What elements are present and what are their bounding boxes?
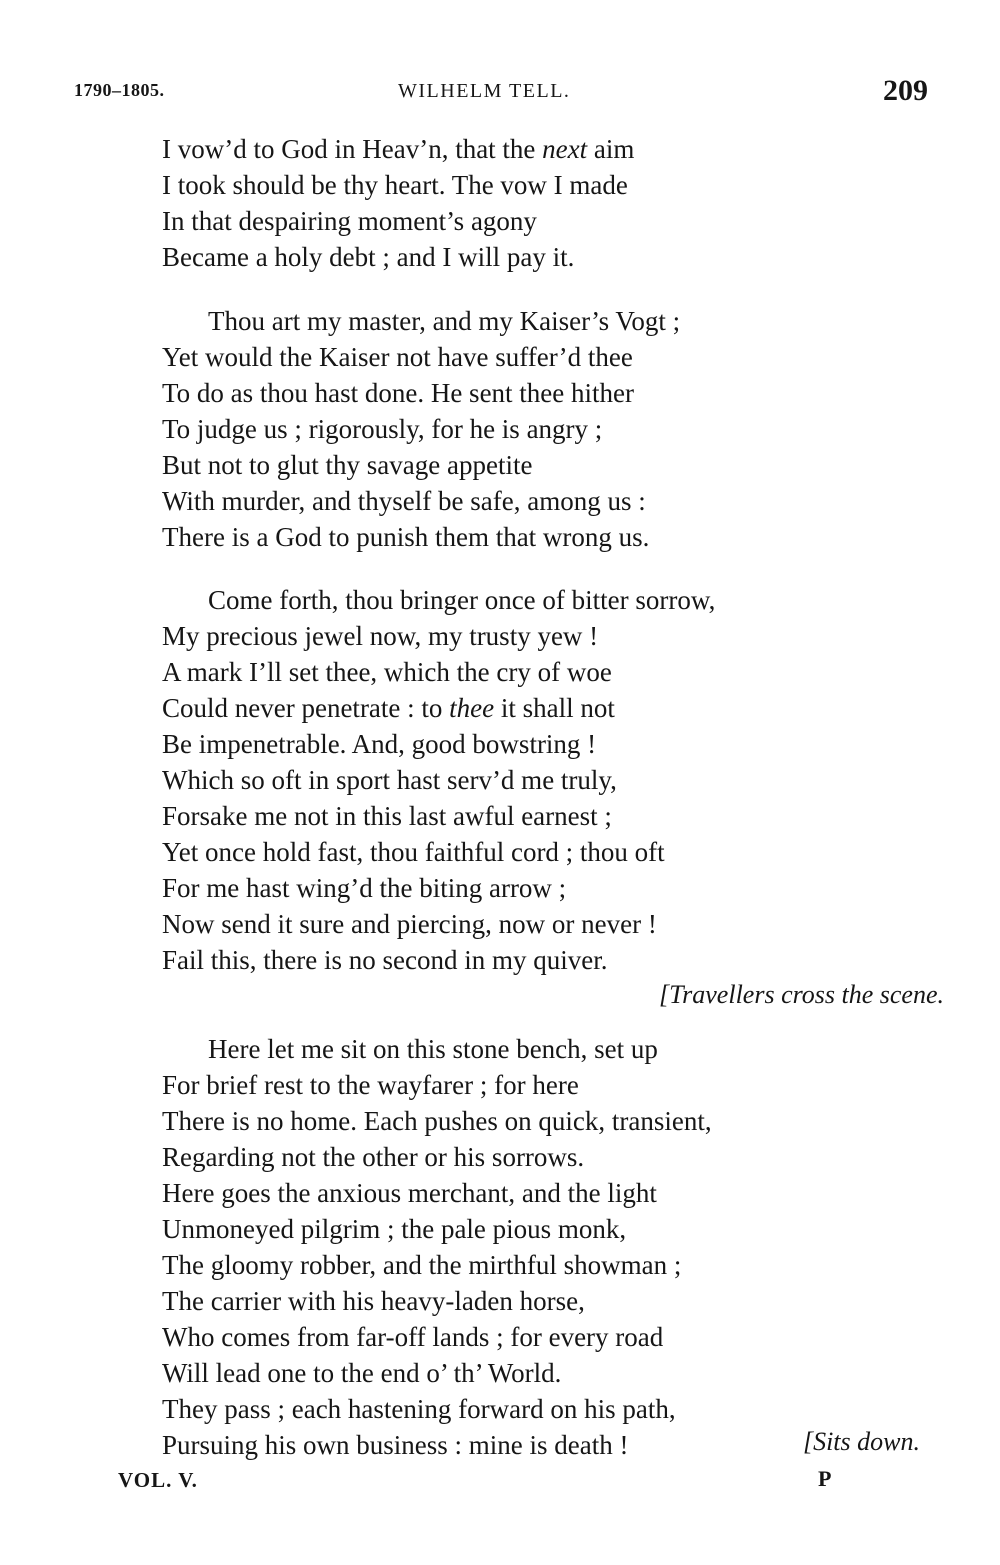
verse-line: Here goes the anxious merchant, and the light xyxy=(162,1178,657,1208)
stage-direction-travellers: [Travellers cross the scene. xyxy=(659,980,944,1009)
running-title: WILHELM TELL. xyxy=(398,80,571,102)
verse-line: Forsake me not in this last awful earnest ; xyxy=(162,801,612,831)
verse-line: I took should be thy heart. The vow I made xyxy=(162,170,628,200)
verse-line: Now send it sure and piercing, now or never ! xyxy=(162,909,657,939)
verse-line: With murder, and thyself be safe, among us : xyxy=(162,486,646,516)
verse-line: Yet once hold fast, thou faithful cord ; thou oft xyxy=(162,837,665,867)
verse-line: A mark I’ll set thee, which the cry of woe xyxy=(162,657,612,687)
verse-line: Which so oft in sport hast serv’d me truly, xyxy=(162,765,617,795)
verse-line: To judge us ; rigorously, for he is angry ; xyxy=(162,414,603,444)
verse-line: Regarding not the other or his sorrows. xyxy=(162,1142,585,1172)
verse-line: Could never penetrate : to thee it shall not xyxy=(162,693,615,723)
verse-line: Come forth, thou bringer once of bitter sorrow, xyxy=(208,585,716,615)
verse-line: There is a God to punish them that wrong us. xyxy=(162,522,650,552)
emphasis-word: thee xyxy=(449,693,495,723)
page-number: 209 xyxy=(883,74,928,107)
stanza-4 xyxy=(162,1031,942,1463)
verse-line: Yet would the Kaiser not have suffer’d thee xyxy=(162,342,633,372)
verse-line: They pass ; each hastening forward on his path, xyxy=(162,1394,676,1424)
verse-line: Will lead one to the end o’ th’ World. xyxy=(162,1358,562,1388)
stanza-2 xyxy=(162,303,942,555)
verse-line: Here let me sit on this stone bench, set up xyxy=(208,1034,658,1064)
signature-mark: P xyxy=(818,1466,832,1491)
verse-line: But not to glut thy savage appetite xyxy=(162,450,533,480)
verse-line: Unmoneyed pilgrim ; the pale pious monk, xyxy=(162,1214,627,1244)
stanza-3 xyxy=(162,582,942,978)
verse-line: I vow’d to God in Heav’n, that the next aim xyxy=(162,134,635,164)
verse-line: The carrier with his heavy-laden horse, xyxy=(162,1286,585,1316)
verse-line: Who comes from far-off lands ; for every road xyxy=(162,1322,664,1352)
page-header xyxy=(0,74,1000,114)
verse-line: Fail this, there is no second in my quiver. xyxy=(162,945,608,975)
stanza-1 xyxy=(162,131,942,275)
verse-line: Be impenetrable. And, good bowstring ! xyxy=(162,729,597,759)
verse-line: Thou art my master, and my Kaiser’s Vogt ; xyxy=(208,306,681,336)
verse-line: The gloomy robber, and the mirthful showman ; xyxy=(162,1250,682,1280)
verse-line: To do as thou hast done. He sent thee hither xyxy=(162,378,634,408)
stage-direction-sits-down: [Sits down. xyxy=(802,1427,920,1456)
verse-line: There is no home. Each pushes on quick, transient, xyxy=(162,1106,712,1136)
header-years: 1790–1805. xyxy=(74,80,165,100)
verse-line: Pursuing his own business : mine is death ! xyxy=(162,1430,629,1460)
verse-line: My precious jewel now, my trusty yew ! xyxy=(162,621,599,651)
verse-line: In that despairing moment’s agony xyxy=(162,206,537,236)
emphasis-word: next xyxy=(542,134,588,164)
verse-line: For brief rest to the wayfarer ; for here xyxy=(162,1070,579,1100)
volume-label: VOL. V. xyxy=(118,1468,198,1492)
verse-line: For me hast wing’d the biting arrow ; xyxy=(162,873,567,903)
verse-line: Became a holy debt ; and I will pay it. xyxy=(162,242,575,272)
